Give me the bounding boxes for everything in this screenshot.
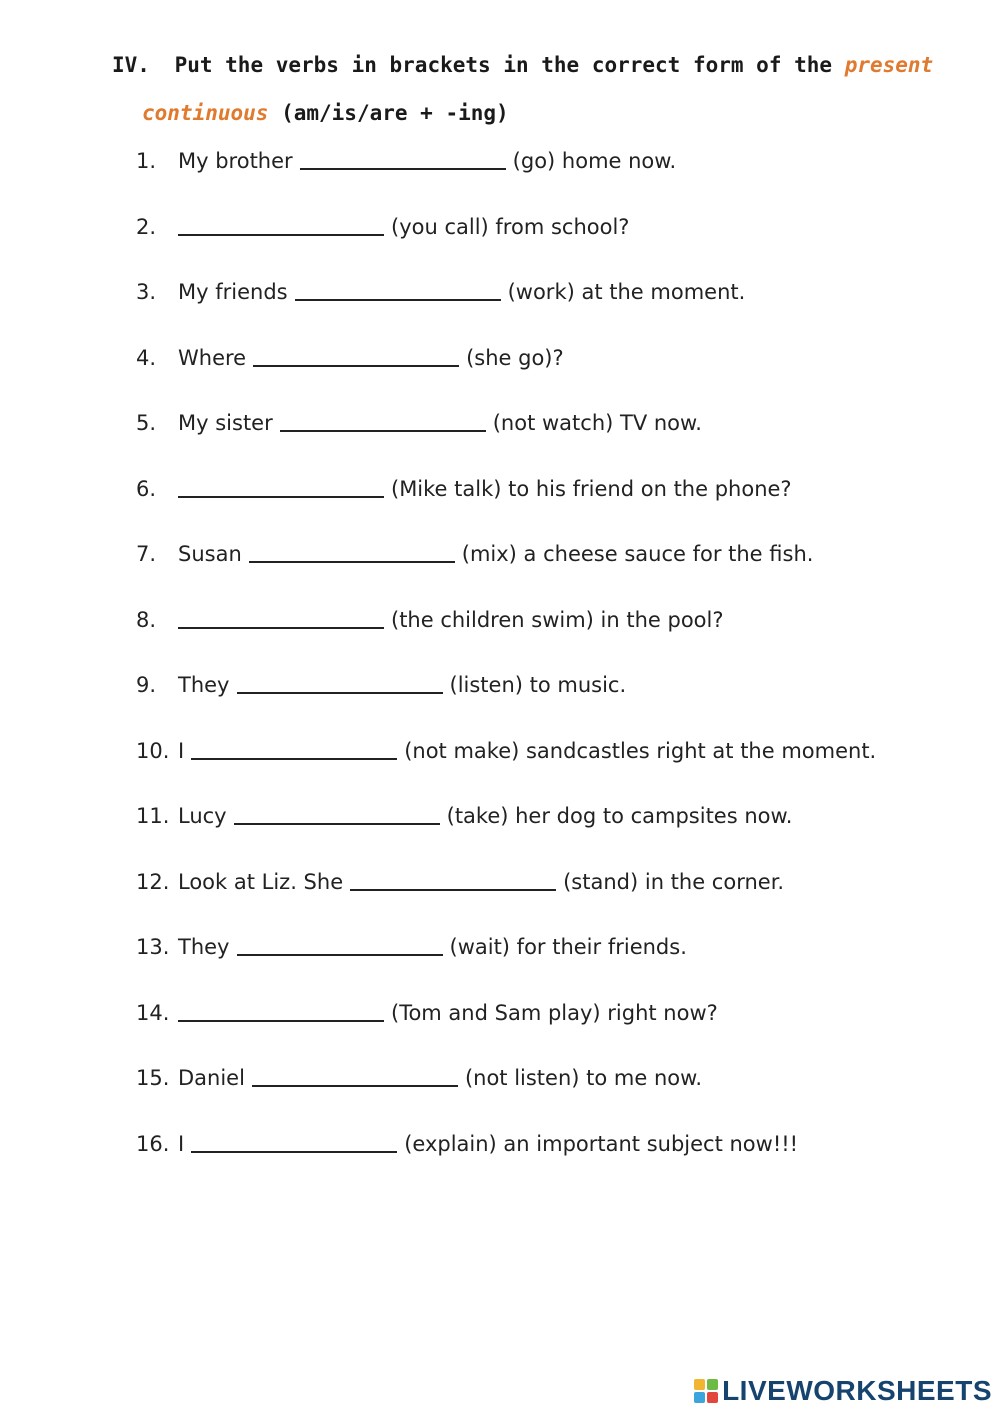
exercise-list [136, 143, 936, 1191]
exercise-item [136, 143, 936, 209]
instructions-text: Put the verbs in brackets in the correct form of the [174, 53, 833, 77]
item-text-before: I [178, 738, 185, 763]
item-text-before: Where [178, 345, 247, 370]
exercise-item [136, 864, 936, 930]
answer-blank[interactable] [191, 738, 397, 760]
item-text-after: (Tom and Sam play) right now? [391, 1000, 718, 1025]
item-number: 6. [136, 476, 157, 501]
tense-formula: (am/is/are + -ing) [281, 101, 509, 125]
item-text-before: My friends [178, 280, 288, 304]
answer-blank[interactable] [350, 869, 556, 891]
answer-blank[interactable] [178, 607, 384, 629]
tense-highlight-continuous: continuous [142, 101, 269, 125]
item-text-after: (explain) an important subject now!!! [404, 1131, 799, 1156]
answer-blank[interactable] [253, 345, 459, 367]
logo-text: LIVEWORKSHEETS [722, 1375, 992, 1406]
item-text-before: My brother [178, 149, 293, 173]
exercise-item [136, 471, 936, 537]
item-text-after: (mix) a cheese sauce for the fish. [461, 542, 814, 566]
exercise-item [136, 536, 936, 602]
exercise-item [136, 602, 936, 668]
answer-blank[interactable] [237, 672, 443, 694]
answer-blank[interactable] [249, 541, 455, 563]
exercise-item [136, 1060, 936, 1126]
item-text-after: (work) at the moment. [507, 280, 746, 304]
liveworksheets-logo [694, 1374, 992, 1408]
answer-blank[interactable] [191, 1131, 397, 1153]
item-number: 9. [136, 673, 157, 697]
item-number: 2. [136, 214, 157, 239]
item-text-after: (she go)? [466, 345, 564, 370]
item-number: 3. [136, 280, 157, 304]
exercise-item [136, 995, 936, 1061]
logo-square-4 [707, 1392, 718, 1403]
item-text-after: (you call) from school? [391, 214, 630, 239]
item-number: 14. [136, 1000, 170, 1025]
exercise-item [136, 929, 936, 995]
item-number: 7. [136, 542, 157, 566]
exercise-item [136, 1126, 936, 1192]
item-text-after: (not make) sandcastles right at the moment. [404, 738, 877, 763]
answer-blank[interactable] [280, 410, 486, 432]
item-number: 13. [136, 935, 170, 959]
exercise-item [136, 274, 936, 340]
item-number: 1. [136, 149, 157, 173]
item-text-after: (take) her dog to campsites now. [446, 804, 793, 828]
answer-blank[interactable] [300, 148, 506, 170]
item-number: 16. [136, 1131, 170, 1156]
item-number: 8. [136, 607, 157, 632]
exercise-item [136, 667, 936, 733]
logo-square-2 [707, 1379, 718, 1390]
tense-highlight-present: present [844, 53, 934, 77]
answer-blank[interactable] [237, 934, 443, 956]
exercise-item [136, 209, 936, 275]
item-number: 4. [136, 345, 157, 370]
answer-blank[interactable] [178, 1000, 384, 1022]
section-numeral: IV. [112, 53, 150, 77]
item-number: 12. [136, 869, 170, 894]
item-text-before: Look at Liz. She [178, 869, 344, 894]
instructions-line-2 [112, 96, 892, 130]
item-text-after: (go) home now. [512, 149, 677, 173]
item-text-after: (listen) to music. [449, 673, 627, 697]
item-number: 11. [136, 804, 170, 828]
item-text-before: They [178, 673, 230, 697]
item-number: 10. [136, 738, 170, 763]
item-text-after: (stand) in the corner. [563, 869, 785, 894]
answer-blank[interactable] [178, 476, 384, 498]
exercise-item [136, 733, 936, 799]
answer-blank[interactable] [252, 1065, 458, 1087]
item-text-after: (not listen) to me now. [464, 1066, 703, 1090]
item-text-before: Susan [178, 542, 242, 566]
item-text-before: I [178, 1131, 185, 1156]
answer-blank[interactable] [234, 803, 440, 825]
logo-square-3 [694, 1392, 705, 1403]
exercise-item [136, 340, 936, 406]
item-text-before: Daniel [178, 1066, 245, 1090]
exercise-item [136, 405, 936, 471]
item-text-after: (wait) for their friends. [449, 935, 687, 959]
item-text-after: (Mike talk) to his friend on the phone? [391, 476, 792, 501]
instructions-header [112, 48, 934, 130]
item-text-after: (not watch) TV now. [492, 411, 702, 435]
item-text-after: (the children swim) in the pool? [391, 607, 724, 632]
answer-blank[interactable] [178, 214, 384, 236]
instructions-line-1 [112, 48, 934, 82]
item-number: 5. [136, 411, 157, 435]
exercise-item [136, 798, 936, 864]
item-text-before: My sister [178, 411, 273, 435]
item-text-before: Lucy [178, 804, 227, 828]
item-text-before: They [178, 935, 230, 959]
logo-square-1 [694, 1379, 705, 1390]
answer-blank[interactable] [295, 279, 501, 301]
item-number: 15. [136, 1066, 170, 1090]
logo-mark-icon [694, 1379, 718, 1403]
